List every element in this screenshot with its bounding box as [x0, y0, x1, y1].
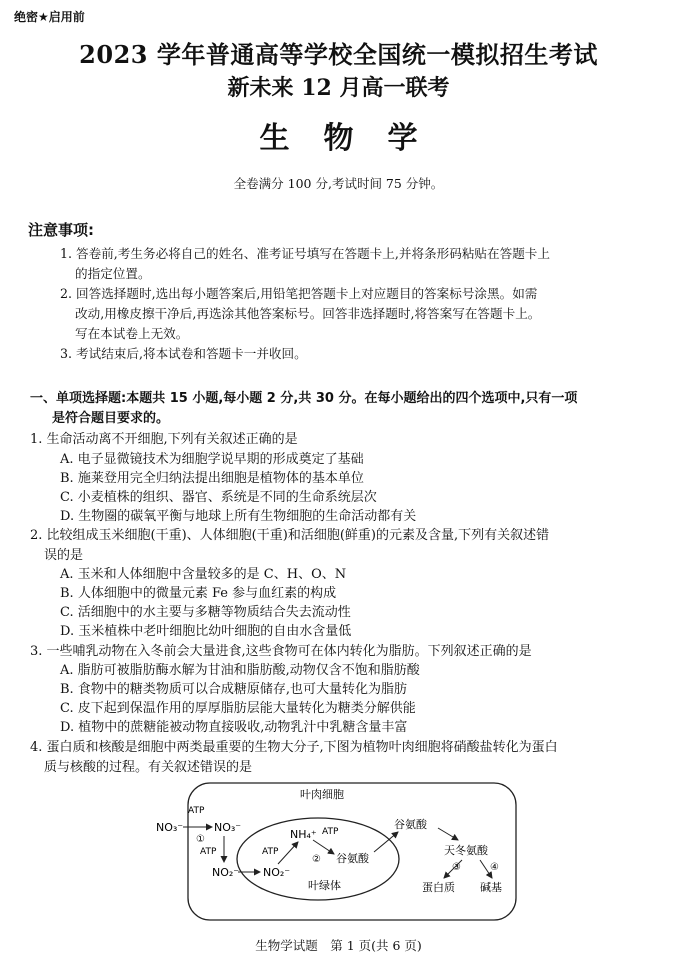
option: A. 玉米和人体细胞中含量较多的是 C、H、O、N — [60, 567, 347, 582]
option: B. 人体细胞中的微量元素 Fe 参与血红素的构成 — [60, 586, 337, 601]
question-stem: 1. 生命活动离不开细胞,下列有关叙述正确的是 — [30, 432, 298, 447]
option: B. 施莱登用完全归纳法提出细胞是植物体的基本单位 — [60, 471, 364, 486]
notice-line: 3. 考试结束后,将本试卷和答题卡一并收回。 — [60, 346, 307, 361]
nitrate-conversion-diagram — [150, 776, 530, 926]
protein-label: 蛋白质 — [422, 881, 455, 894]
option: C. 小麦植株的组织、器官、系统是不同的生命系统层次 — [60, 490, 377, 505]
option: D. 玉米植株中老叶细胞比幼叶细胞的自由水含量低 — [60, 624, 352, 639]
exam-subtitle: 新未来 12 月高一联考 — [227, 75, 450, 101]
notice-line: 2. 回答选择题时,选出每小题答案后,用铅笔把答题卡上对应题目的答案标号涂黑。如需 — [60, 286, 538, 301]
marker-2: ② — [312, 854, 321, 865]
cell-label: 叶肉细胞 — [300, 788, 344, 801]
question-stem: 质与核酸的过程。有关叙述错误的是 — [44, 760, 253, 775]
exam-info: 全卷满分 100 分,考试时间 75 分钟。 — [233, 176, 444, 191]
chloroplast-label: 叶绿体 — [308, 879, 341, 892]
question-stem: 误的是 — [44, 548, 84, 563]
notice-line: 1. 答卷前,考生务必将自己的姓名、准考证号填写在答题卡上,并将条形码粘贴在答题卡上 — [60, 246, 550, 261]
section-heading: 一、单项选择题:本题共 15 小题,每小题 2 分,共 30 分。在每小题给出的四个选项中,只有一项 — [30, 391, 578, 406]
notice-line: 的指定位置。 — [75, 266, 151, 281]
marker-3: ③ — [452, 862, 461, 873]
atp-label: ATP — [322, 827, 339, 837]
marker-4: ④ — [490, 862, 499, 873]
nh4-label: NH₄⁺ — [290, 828, 317, 841]
notice-title: 注意事项: — [28, 221, 94, 239]
question-stem: 2. 比较组成玉米细胞(干重)、人体细胞(干重)和活细胞(鲜重)的元素及含量,下列有关叙述错 — [30, 528, 550, 543]
no2-chloroplast: NO₂⁻ — [263, 866, 291, 879]
secret-label: 绝密★启用前 — [14, 10, 85, 24]
option: A. 脂肪可被脂肪酶水解为甘油和脂肪酸,动物仅含不饱和脂肪酸 — [60, 663, 420, 678]
notice-line: 写在本试卷上无效。 — [75, 326, 189, 341]
option: B. 食物中的糖类物质可以合成糖原储存,也可大量转化为脂肪 — [60, 682, 407, 697]
option: C. 皮下起到保温作用的厚厚脂肪层能大量转化为糖类分解供能 — [60, 701, 416, 716]
atp-label: ATP — [262, 847, 279, 857]
no3-outside: NO₃⁻ — [156, 821, 184, 834]
glu-chloroplast: 谷氨酸 — [336, 852, 369, 865]
question-stem: 4. 蛋白质和核酸是细胞中两类最重要的生物大分子,下图为植物叶肉细胞将硝酸盐转化为蛋白 — [30, 740, 558, 755]
glu-cytoplasm: 谷氨酸 — [394, 818, 427, 831]
subject-title: 生物学 — [259, 121, 452, 156]
exam-title: 2023 学年普通高等学校全国统一模拟招生考试 — [79, 40, 598, 69]
page-footer: 生物学试题 第 1 页(共 6 页) — [255, 938, 422, 953]
no2-cytoplasm: NO₂⁻ — [212, 866, 240, 879]
aspartate-label: 天冬氨酸 — [444, 844, 488, 857]
option: D. 生物圈的碳氧平衡与地球上所有生物细胞的生命活动都有关 — [60, 509, 417, 524]
option: A. 电子显微镜技术为细胞学说早期的形成奠定了基础 — [60, 452, 364, 467]
question-stem: 3. 一些哺乳动物在入冬前会大量进食,这些食物可在体内转化为脂肪。下列叙述正确的是 — [30, 644, 532, 659]
notice-line: 改动,用橡皮擦干净后,再选涂其他答案标号。回答非选择题时,将答案写在答题卡上。 — [75, 306, 541, 321]
section-heading: 是符合题目要求的。 — [52, 411, 170, 426]
atp-label: ATP — [200, 847, 217, 857]
marker-1: ① — [196, 834, 205, 845]
option: D. 植物中的蔗糖能被动物直接吸收,动物乳汁中乳糖含量丰富 — [60, 720, 408, 735]
base-label: 碱基 — [480, 881, 502, 894]
option: C. 活细胞中的水主要与多糖等物质结合失去流动性 — [60, 605, 351, 620]
atp-label: ATP — [188, 806, 205, 816]
no3-inside: NO₃⁻ — [214, 821, 242, 834]
